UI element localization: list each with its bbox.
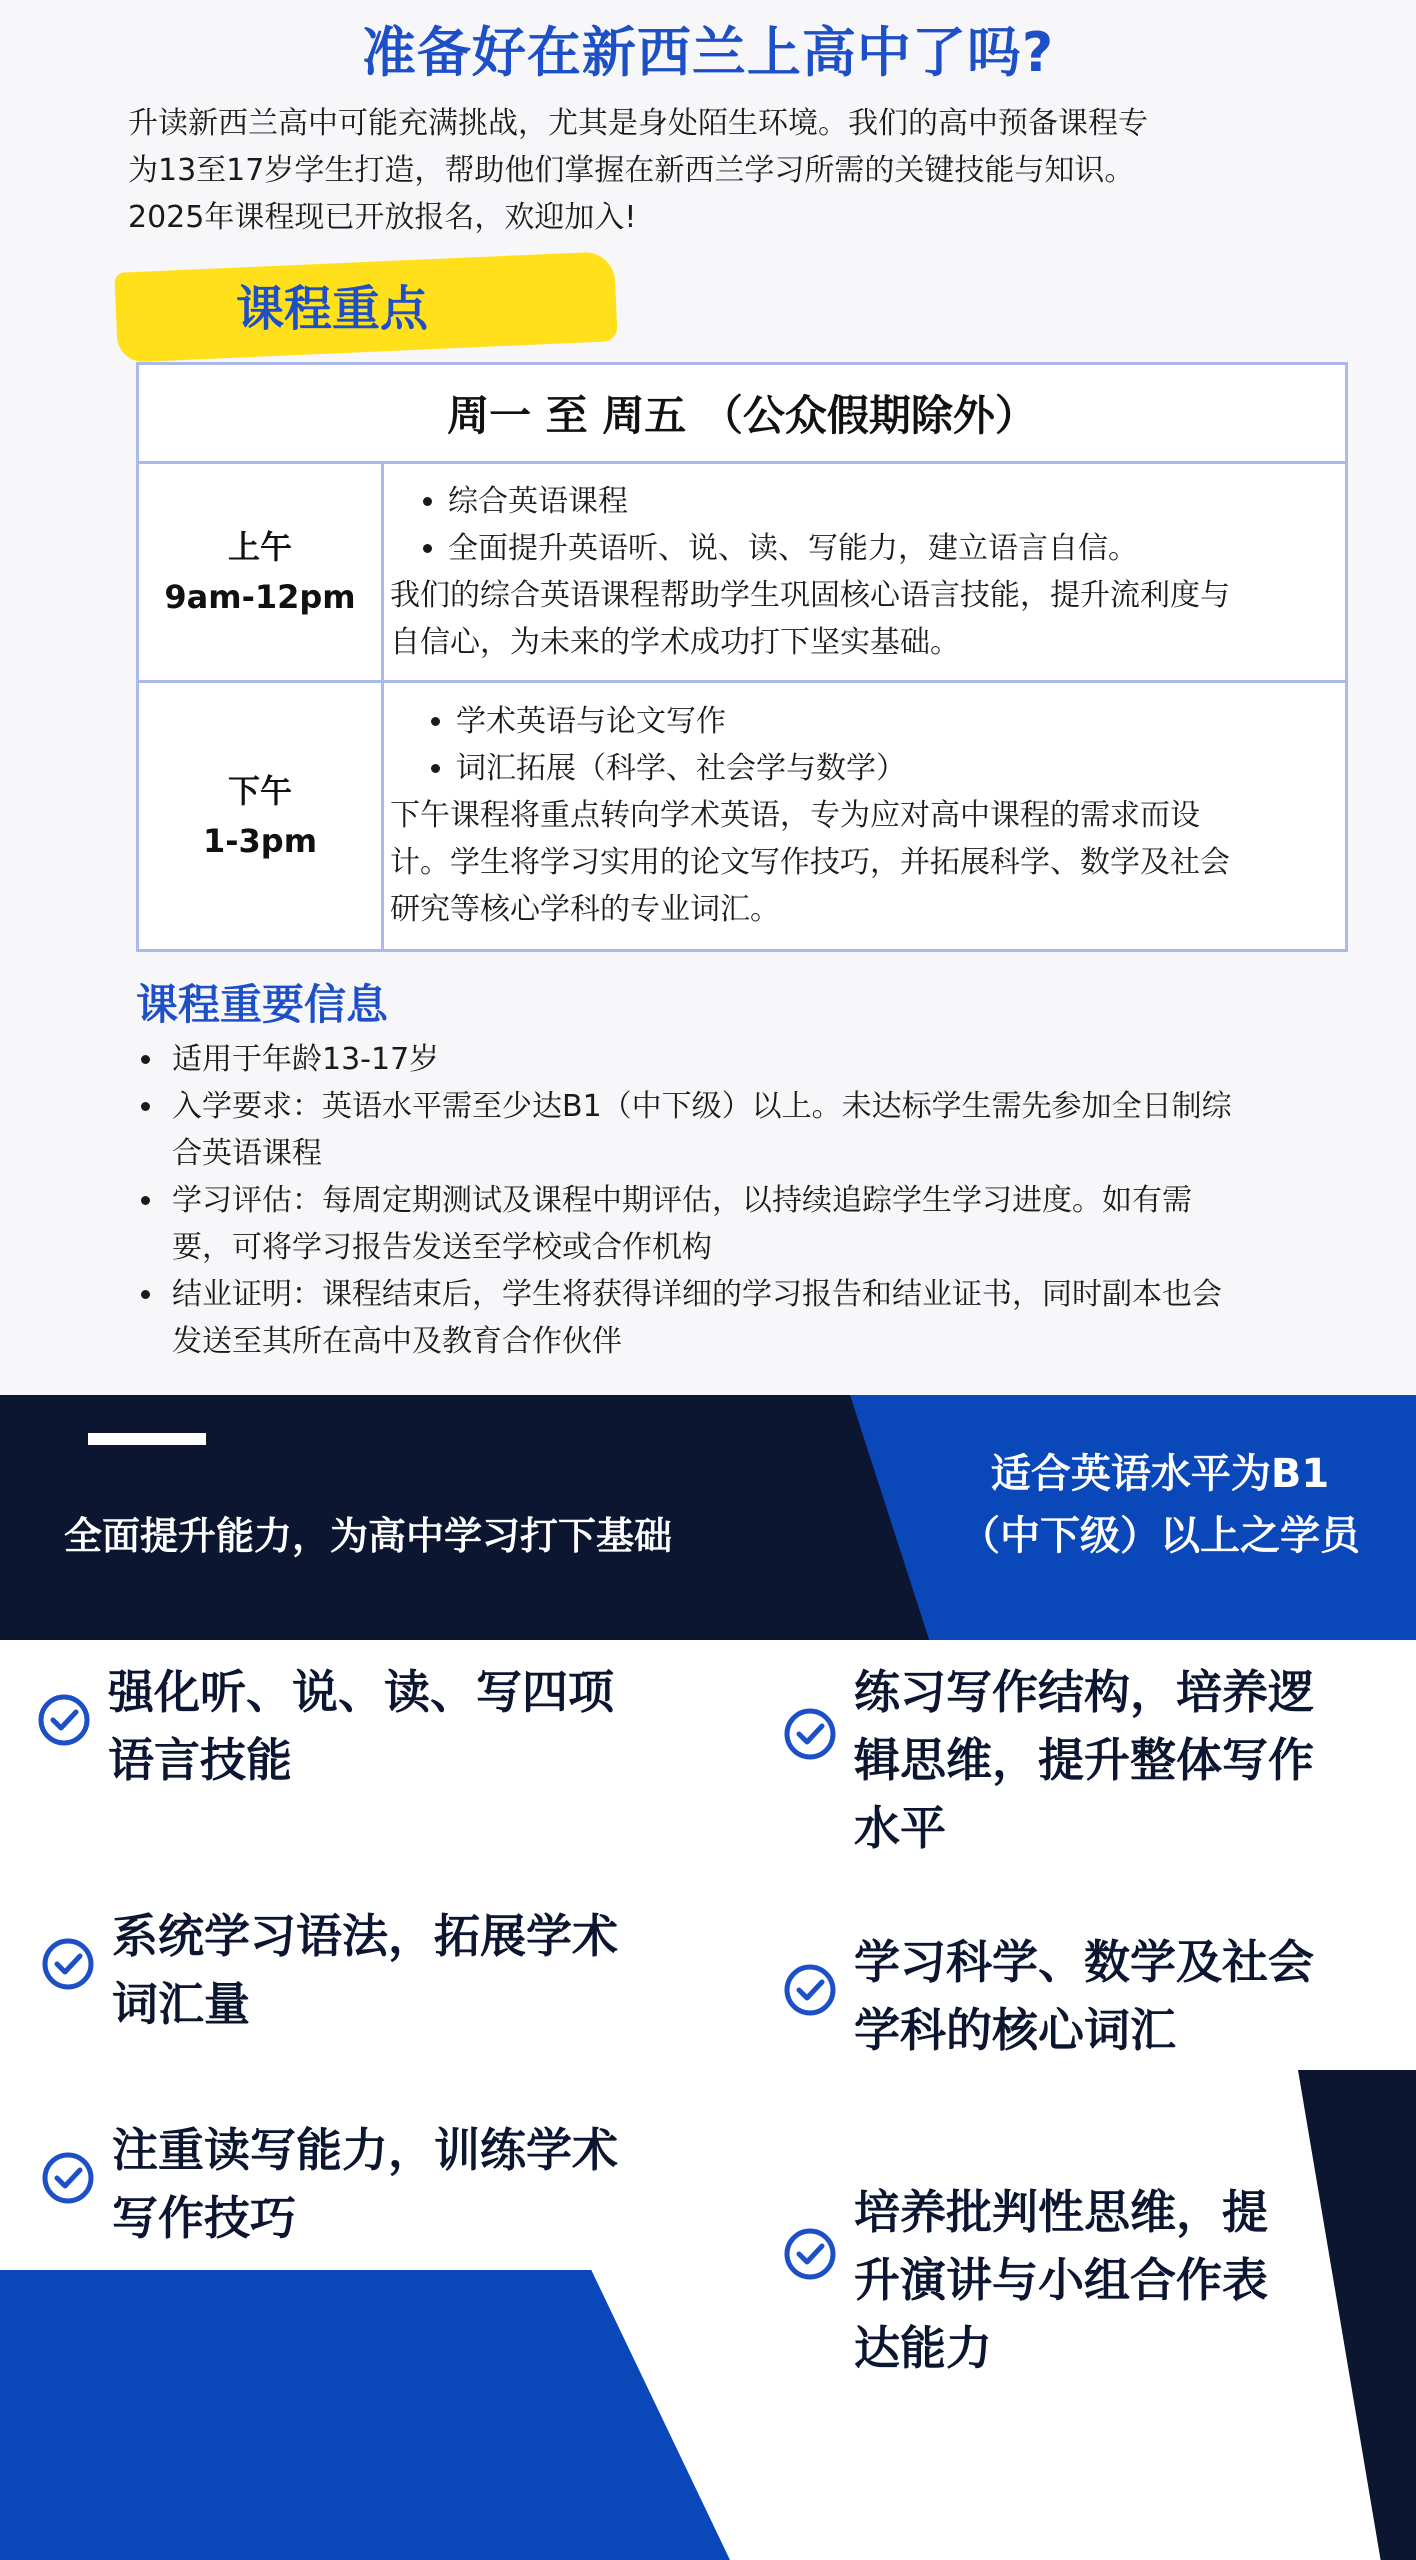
hours-label: 1-3pm	[202, 821, 318, 860]
intro-line: 为13至17岁学生打造，帮助他们掌握在新西兰学习所需的关键技能与知识。	[128, 153, 1135, 188]
list-item	[166, 1177, 1386, 1271]
check-circle-icon	[782, 2226, 838, 2282]
feature-line: 学习科学、数学及社会	[854, 1935, 1314, 1989]
feature-text	[108, 1658, 614, 1794]
feature-line: 培养批判性思维，提	[854, 2185, 1268, 2239]
feature-item	[40, 2116, 618, 2252]
page-title: 准备好在新西兰上高中了吗?	[361, 21, 1055, 84]
table-row	[138, 463, 1347, 682]
content-cell-afternoon	[383, 681, 1347, 950]
schedule-table	[136, 362, 1348, 952]
feature-item	[782, 2178, 1268, 2382]
info-line: 适用于年龄13-17岁	[172, 1042, 440, 1077]
check-circle-icon	[782, 1962, 838, 2018]
info-line: 合英语课程	[172, 1136, 322, 1171]
info-list	[128, 1036, 1386, 1365]
feature-line: 升演讲与小组合作表	[854, 2253, 1268, 2307]
feature-item	[782, 1658, 1314, 1862]
intro-line: 2025年课程现已开放报名，欢迎加入!	[128, 200, 637, 235]
banner-audience-line: 适合英语水平为B1	[990, 1451, 1330, 1497]
accent-line	[88, 1433, 206, 1445]
section-title-highlights: 课程重点	[236, 281, 429, 337]
list-item	[166, 1083, 1386, 1177]
feature-line: 水平	[854, 1801, 946, 1855]
feature-item	[36, 1658, 614, 1794]
info-line: 发送至其所在高中及教育合作伙伴	[172, 1324, 622, 1359]
decor-navy-shape	[1298, 2070, 1416, 2560]
feature-text	[854, 1658, 1314, 1862]
description-line: 自信心，为未来的学术成功打下坚实基础。	[390, 624, 960, 660]
feature-line: 词汇量	[112, 1977, 250, 2031]
list-item: • 全面提升英语听、说、读、写能力，建立语言自信。	[448, 525, 1339, 572]
bullet-list	[390, 478, 1339, 572]
feature-item	[40, 1902, 618, 2038]
feature-line: 系统学习语法，拓展学术	[112, 1909, 618, 1963]
check-circle-icon	[40, 1936, 96, 1992]
feature-line: 强化听、说、读、写四项	[108, 1665, 614, 1719]
time-cell-afternoon	[138, 681, 383, 950]
section-title-info: 课程重要信息	[136, 980, 389, 1029]
time-cell-morning	[138, 463, 383, 682]
feature-line: 达能力	[854, 2321, 992, 2375]
feature-line: 写作技巧	[112, 2191, 296, 2245]
feature-line: 辑思维，提升整体写作	[854, 1733, 1314, 1787]
feature-line: 练习写作结构，培养逻	[854, 1665, 1314, 1719]
feature-text	[112, 2116, 618, 2252]
list-item	[166, 1036, 1386, 1083]
features-section	[0, 1640, 1416, 2560]
info-line: 学习评估：每周定期测试及课程中期评估，以持续追踪学生学习进度。如有需	[172, 1183, 1192, 1218]
description-line: 下午课程将重点转向学术英语，专为应对高中课程的需求而设	[390, 798, 1200, 834]
info-line: 结业证明：课程结束后，学生将获得详细的学习报告和结业证书，同时副本也会	[172, 1277, 1222, 1312]
banner-audience	[940, 1443, 1380, 1567]
intro-paragraph	[128, 100, 1348, 241]
decor-blue-shape	[0, 2270, 730, 2560]
feature-line: 注重读写能力，训练学术	[112, 2123, 618, 2177]
list-item: • 学术英语与论文写作	[456, 698, 1339, 745]
table-row	[138, 681, 1347, 950]
check-circle-icon	[36, 1692, 92, 1748]
intro-line: 升读新西兰高中可能充满挑战，尤其是身处陌生环境。我们的高中预备课程专	[128, 106, 1148, 141]
schedule-days: 周一 至 周五 （公众假期除外）	[138, 364, 1347, 463]
list-item	[166, 1271, 1386, 1365]
feature-text	[854, 2178, 1268, 2382]
description-line: 计。学生将学习实用的论文写作技巧，并拓展科学、数学及社会	[390, 845, 1230, 881]
banner-audience-line: （中下级）以上之学员	[960, 1513, 1360, 1559]
feature-item	[782, 1928, 1314, 2064]
banner-band	[0, 1395, 1416, 1640]
description-line: 研究等核心学科的专业词汇。	[390, 892, 780, 928]
banner-slogan: 全面提升能力，为高中学习打下基础	[64, 1514, 673, 1558]
check-circle-icon	[40, 2150, 96, 2206]
feature-text	[854, 1928, 1314, 2064]
info-line: 入学要求：英语水平需至少达B1（中下级）以上。未达标学生需先参加全日制综	[172, 1089, 1232, 1124]
description-line: 我们的综合英语课程帮助学生巩固核心语言技能，提升流利度与	[390, 577, 1230, 613]
feature-line: 学科的核心词汇	[854, 2003, 1176, 2057]
check-circle-icon	[782, 1706, 838, 1762]
hours-label: 9am-12pm	[164, 577, 356, 616]
period-label: 下午	[227, 771, 292, 810]
period-label: 上午	[227, 527, 292, 566]
list-item: • 词汇拓展（科学、社会学与数学）	[456, 745, 1339, 792]
content-cell-morning	[383, 463, 1347, 682]
list-item: • 综合英语课程	[448, 478, 1339, 525]
info-line: 要，可将学习报告发送至学校或合作机构	[172, 1230, 712, 1265]
bullet-list	[390, 698, 1339, 792]
feature-text	[112, 1902, 618, 2038]
feature-line: 语言技能	[108, 1733, 292, 1787]
